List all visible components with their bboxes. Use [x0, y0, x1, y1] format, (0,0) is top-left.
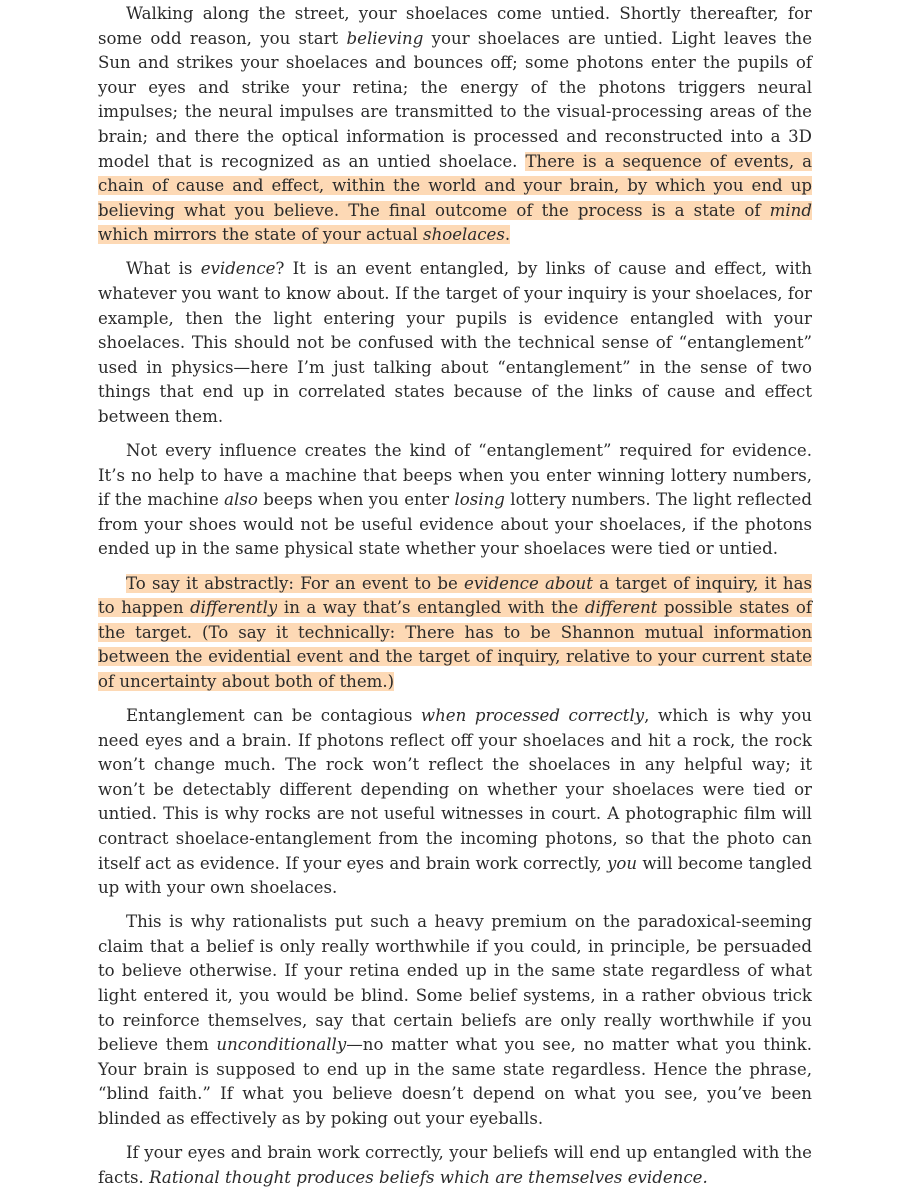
italic-text: mind: [769, 200, 812, 220]
highlighted-text: [585, 598, 658, 617]
italic-text: you: [607, 853, 638, 873]
text-run: possible states of the target. (To say it technically: There has to be Shannon mutual information between the evidential event and the target of inquiry, relative to your current state of uncertainty about both of them.): [98, 598, 812, 691]
text-run: There is a sequence of events, a chain of cause and effect, within the world and your brain, by which you end up believing what you believe. The final outcome of the process is a state of: [98, 151, 812, 220]
paragraph-3: [98, 439, 812, 562]
highlighted-text: [277, 598, 585, 617]
italic-text: different: [584, 598, 658, 618]
text-run: This is why rationalists put such a heavy premium on the paradoxical-seeming claim that a belief is only really worthwhile if you could, in principle, be persuaded to believe otherwise. If your retina ended up in the same state regardless of what light entered it, you would be blind. Some belief systems, in a rather obvious trick to reinforce themselves, say that certain beliefs are only really worthwhile if you believe them: [98, 912, 812, 1055]
text-run: If your eyes and brain work correctly, your beliefs will end up entangled with the facts.: [98, 1143, 812, 1187]
document-page: [98, 2, 812, 1200]
italic-text: losing: [454, 490, 505, 510]
highlighted-text: [423, 225, 505, 244]
italic-text: differently: [190, 598, 278, 618]
text-run: lottery numbers. The light reflected from your shoes would not be useful evidence about your shoelaces, if the photons ended up in the same physical state whether your shoelaces were tied or untied.: [98, 490, 812, 559]
italic-text: also: [224, 490, 258, 510]
paragraph-5: [98, 704, 812, 901]
italic-text: when processed correctly: [420, 706, 645, 726]
text-run: ? It is an event entangled, by links of cause and effect, with whatever you want to know about. If the target of your inquiry is your shoelaces, for example, then the light entering your pupils is evidence entangled with your shoelaces. This should not be confused with the technical sense of “entanglement” used in physics—here I’m just talking about “entanglement” in the sense of two things that end up in correlated states because of the links of cause and effect between them.: [98, 259, 812, 426]
paragraph-1: [98, 2, 812, 248]
text-run: a target of inquiry, it has to happen: [98, 573, 812, 618]
paragraph-4: [98, 572, 812, 695]
paragraph-2: [98, 257, 812, 429]
text-run: What is: [126, 259, 201, 279]
paragraph-7: [98, 1141, 812, 1190]
text-run: which mirrors the state of your actual: [98, 225, 424, 245]
highlighted-text: [505, 225, 510, 244]
italic-text: shoelaces: [423, 225, 505, 245]
text-run: Not every influence creates the kind of “entanglement” required for evidence. It’s no help to have a machine that beeps when you enter winning lottery numbers, if the machine: [98, 441, 812, 510]
highlighted-text: [770, 201, 812, 220]
text-run: —no matter what you see, no matter what you think. Your brain is supposed to end up in the same state regardless. Hence the phrase, “blind faith.” If what you believe doesn’t depend on what you see, you’ve been blinded as effectively as by poking out your eyeballs.: [98, 1035, 812, 1129]
italic-text: Rational thought produces beliefs which are themselves evidence.: [149, 1167, 708, 1187]
text-run: your shoelaces are untied. Light leaves the Sun and strikes your shoelaces and bounces off; some photons enter the pupils of your eyes and strike your retina; the energy of the photons triggers neural impulses; the neural impulses are transmitted to the visual-processing areas of the brain; and there the optical information is processed and reconstructed into a 3D model that is recognized as an untied shoelace.: [98, 28, 813, 171]
text-run: Walking along the street, your shoelaces come untied. Shortly thereafter, for some odd reason, you start: [98, 4, 812, 48]
text-run: .: [504, 225, 511, 245]
italic-text: believing: [346, 28, 424, 48]
text-run: in a way that’s entangled with the: [277, 598, 585, 618]
paragraph-6: [98, 910, 812, 1131]
text-run: , which is why you need eyes and a brain. If photons reflect off your shoelaces and hit a rock, the rock won’t change much. The rock won’t reflect the shoelaces in any helpful way; it won’t be detectably different depending on whether your shoelaces were tied or untied. This is why rocks are not useful witnesses in court. A photographic film will contract shoelace-entanglement from the incoming photons, so that the photo can itself act as evidence. If your eyes and brain work correctly,: [98, 706, 812, 873]
italic-text: unconditionally: [216, 1035, 347, 1055]
text-run: beeps when you enter: [257, 490, 455, 510]
italic-text: evidence about: [464, 573, 593, 593]
highlighted-text: [98, 225, 423, 244]
text-run: To say it abstractly: For an event to be: [126, 573, 465, 593]
text-run: Entanglement can be contagious: [126, 706, 421, 726]
highlighted-text: [464, 574, 593, 593]
text-run: will become tangled up with your own shoelaces.: [98, 853, 812, 898]
italic-text: evidence: [200, 259, 276, 279]
highlighted-text: [190, 598, 277, 617]
highlighted-text: [126, 574, 464, 593]
